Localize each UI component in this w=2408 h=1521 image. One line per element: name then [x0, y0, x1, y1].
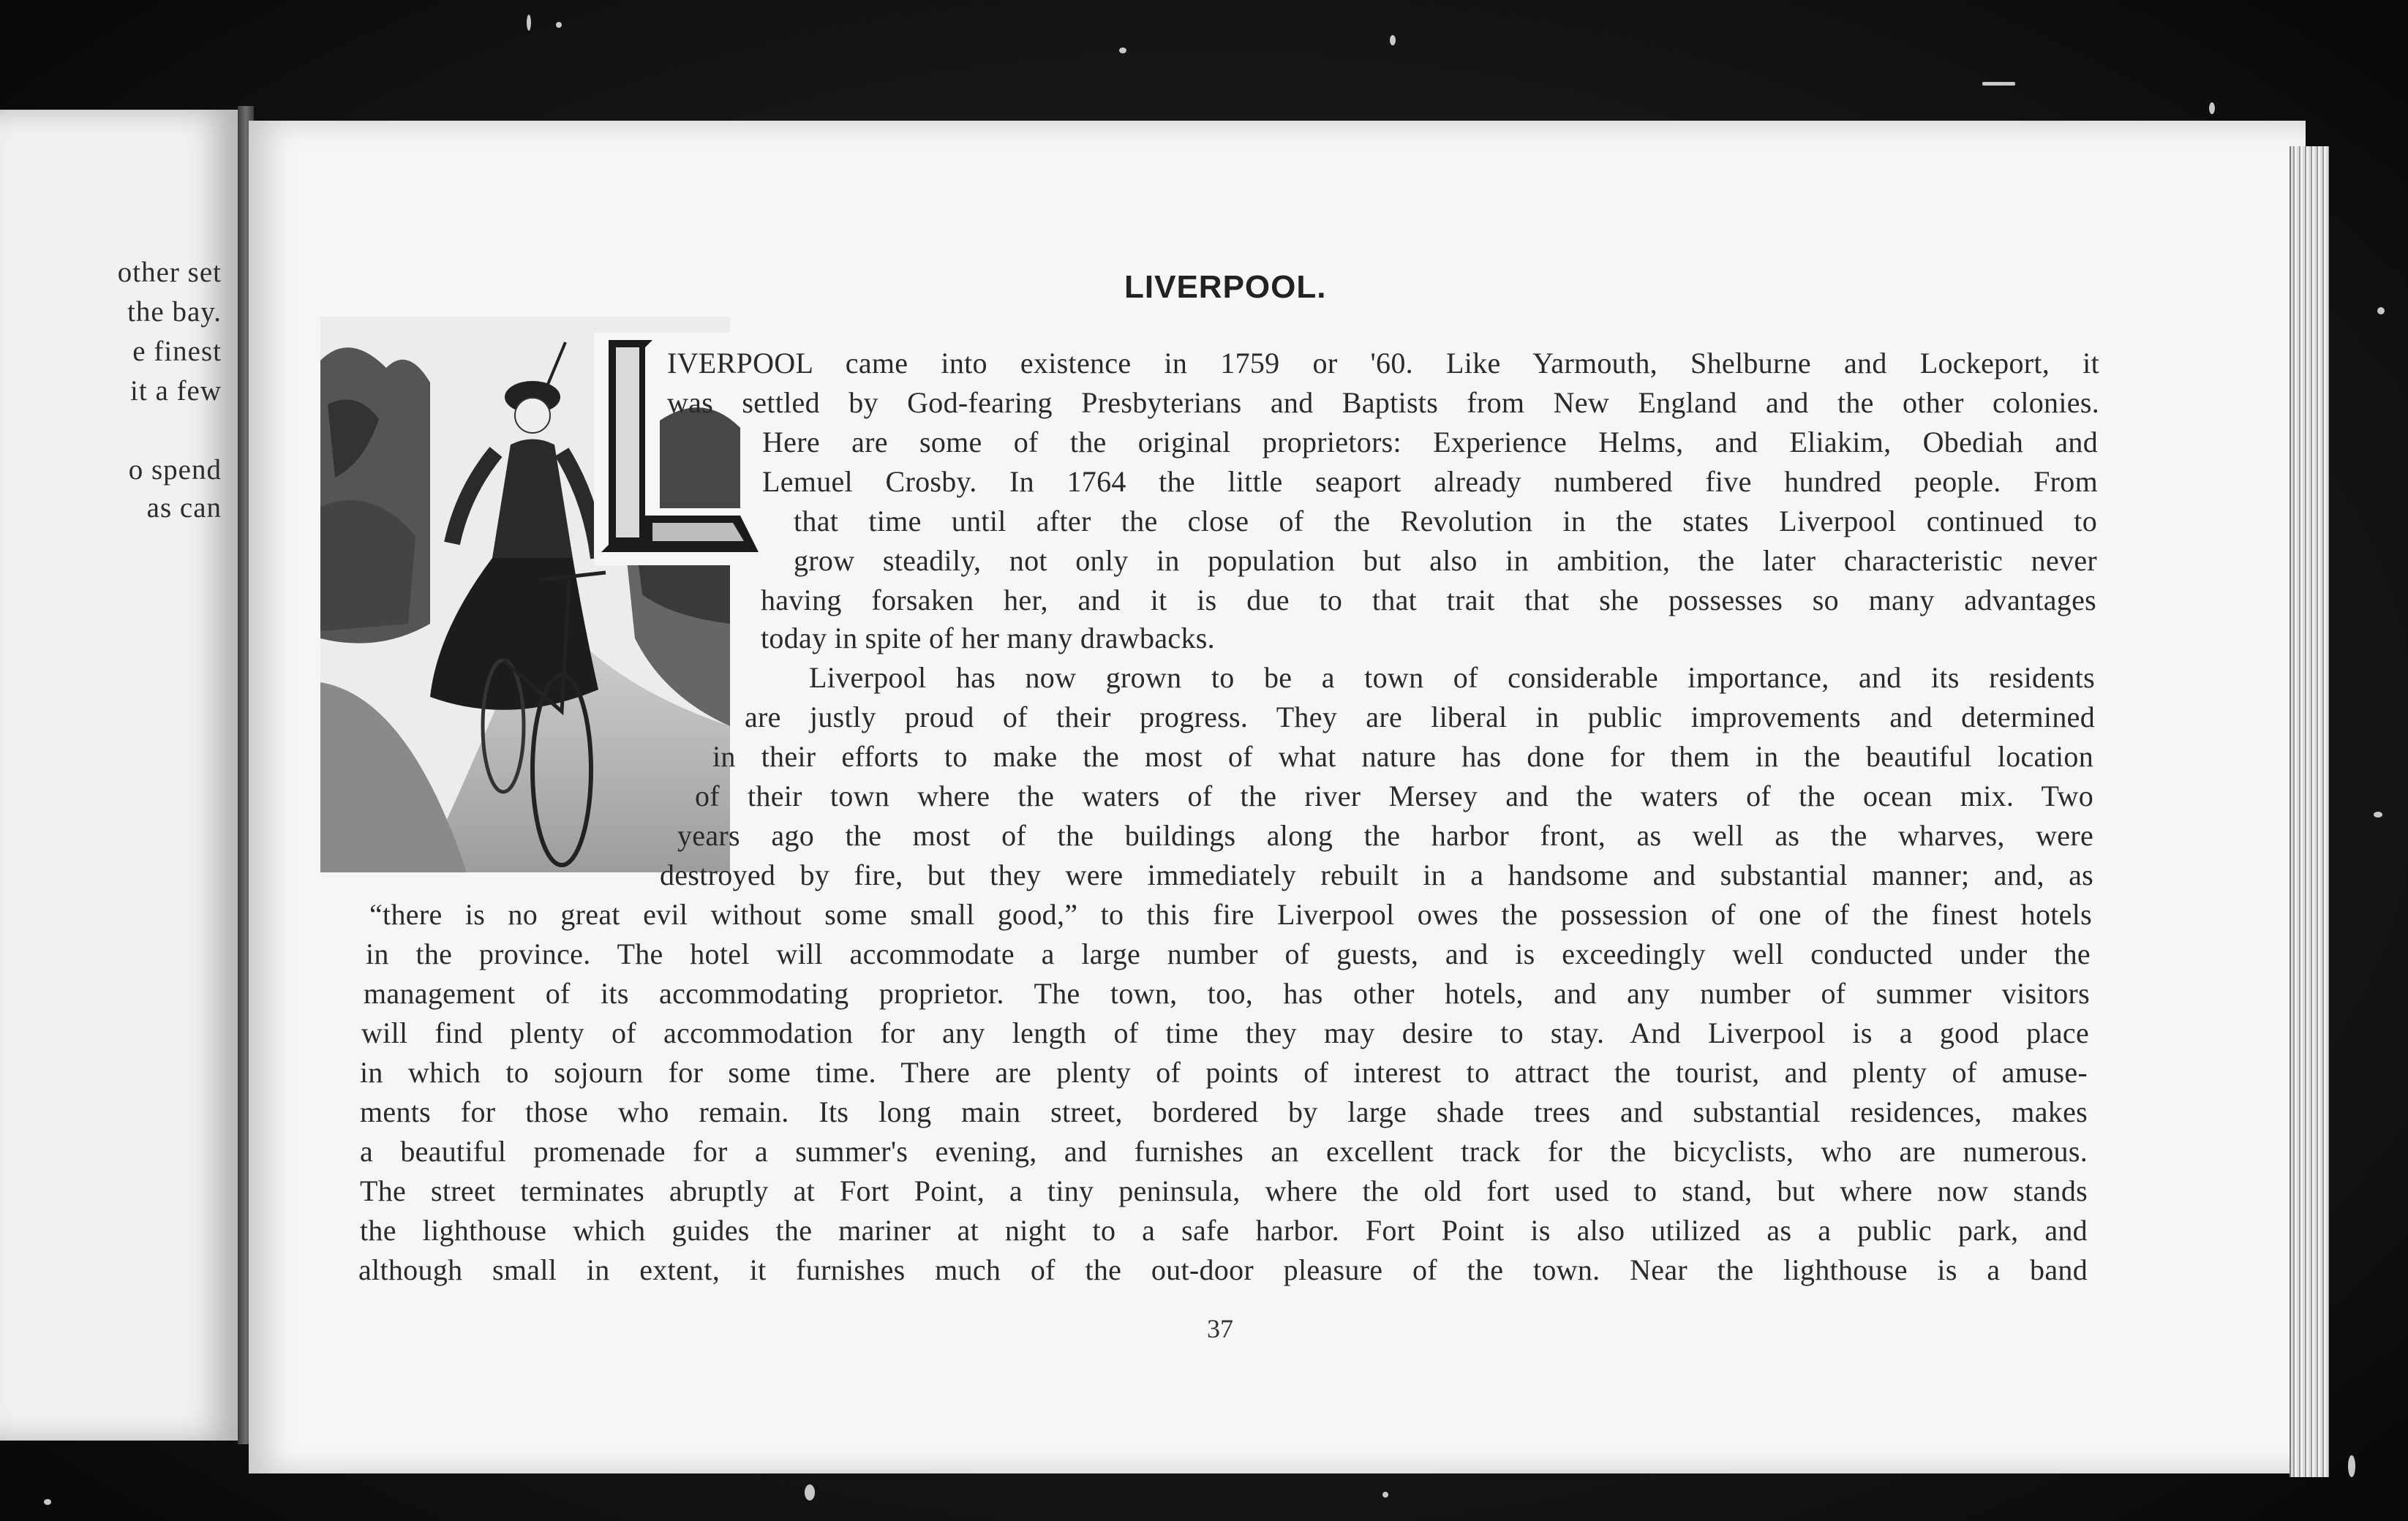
- paragraph-line: of their town where the waters of the river Mersey and the waters of the ocean mix. Two: [695, 780, 2093, 812]
- paragraph-line: IVERPOOL came into existence in 1759 or '60. Like Yarmouth, Shelburne and Lockeport, it: [667, 347, 2099, 380]
- page-stack-edge: [2290, 146, 2329, 1477]
- dust-speck: [1982, 82, 2015, 86]
- paragraph-line: will find plenty of accommodation for any length of time they may desire to stay. And Liverpool is a good place: [361, 1016, 2089, 1049]
- dust-speck: [2374, 812, 2382, 818]
- paragraph-line: destroyed by fire, but they were immediately rebuilt in a handsome and substantial manner; and, as: [660, 858, 2093, 891]
- dust-speck: [2209, 102, 2215, 114]
- dust-speck: [44, 1499, 51, 1505]
- page-number: 37: [1207, 1314, 1233, 1343]
- paragraph-line: in their efforts to make the most of what nature has done for them in the beautiful location: [712, 740, 2093, 773]
- paragraph-line: that time until after the close of the Revolution in the states Liverpool continued to: [794, 505, 2097, 537]
- dust-speck: [1390, 35, 1396, 45]
- paragraph-line: “there is no great evil without some small good,” to this fire Liverpool owes the possession of one of the finest hotels: [369, 898, 2092, 931]
- paragraph-line: The street terminates abruptly at Fort Point, a tiny peninsula, where the old fort used to stand, but where now stands: [360, 1174, 2088, 1207]
- paragraph-line: in the province. The hotel will accommodate a large number of guests, and is exceedingly well conducted under the: [366, 937, 2091, 970]
- paragraph-line: was settled by God-fearing Presbyterians and Baptists from New England and the other colonies.: [667, 386, 2099, 419]
- paragraph-line: today in spite of her many drawbacks.: [761, 622, 1215, 654]
- paragraph-line: Lemuel Crosby. In 1764 the little seaport already numbered five hundred people. From: [762, 465, 2098, 498]
- paragraph-line: Here are some of the original proprietors: Experience Helms, and Eliakim, Obediah and: [762, 426, 2098, 458]
- left-page-line: it a few: [130, 375, 222, 407]
- paragraph-line: grow steadily, not only in population but also in ambition, the later characteristic never: [794, 544, 2097, 577]
- page-title: LIVERPOOL.: [1124, 269, 1327, 305]
- dust-speck: [2348, 1455, 2355, 1477]
- dust-speck: [805, 1484, 815, 1501]
- left-page-line: the bay.: [127, 296, 222, 328]
- dust-speck: [527, 15, 531, 31]
- paragraph-line: management of its accommodating proprietor. The town, too, has other hotels, and any number of summer visitors: [364, 977, 2090, 1010]
- paragraph-line: in which to sojourn for some time. There are plenty of points of interest to attract the tourist, and plenty of amuse-: [360, 1056, 2088, 1089]
- paragraph-line: Liverpool has now grown to be a town of considerable importance, and its residents: [809, 661, 2095, 694]
- left-page: [0, 110, 245, 1441]
- paragraph-line: ments for those who remain. Its long main street, bordered by large shade trees and substantial residences, makes: [360, 1095, 2088, 1128]
- dust-speck: [1382, 1492, 1388, 1498]
- left-page-line: o spend: [128, 454, 222, 486]
- dust-speck: [556, 22, 562, 28]
- paragraph-line: a beautiful promenade for a summer's evening, and furnishes an excellent track for the bicyclists, who are numerous.: [360, 1135, 2088, 1168]
- dust-speck: [1119, 48, 1126, 53]
- left-page-line: other set: [117, 257, 222, 288]
- paragraph-line: years ago the most of the buildings along the harbor front, as well as the wharves, were: [677, 819, 2093, 852]
- paragraph-line: are justly proud of their progress. They are liberal in public improvements and determined: [745, 701, 2095, 733]
- dust-speck: [2377, 307, 2385, 314]
- paragraph-line: the lighthouse which guides the mariner at night to a safe harbor. Fort Point is also utilized as a public park, and: [360, 1214, 2088, 1247]
- left-page-line: e finest: [132, 336, 222, 367]
- left-page-line: as can: [146, 492, 222, 524]
- paragraph-line: although small in extent, it furnishes much of the out-door pleasure of the town. Near the lighthouse is a band: [358, 1253, 2088, 1286]
- paragraph-line: having forsaken her, and it is due to that trait that she possesses so many advantages: [761, 584, 2096, 616]
